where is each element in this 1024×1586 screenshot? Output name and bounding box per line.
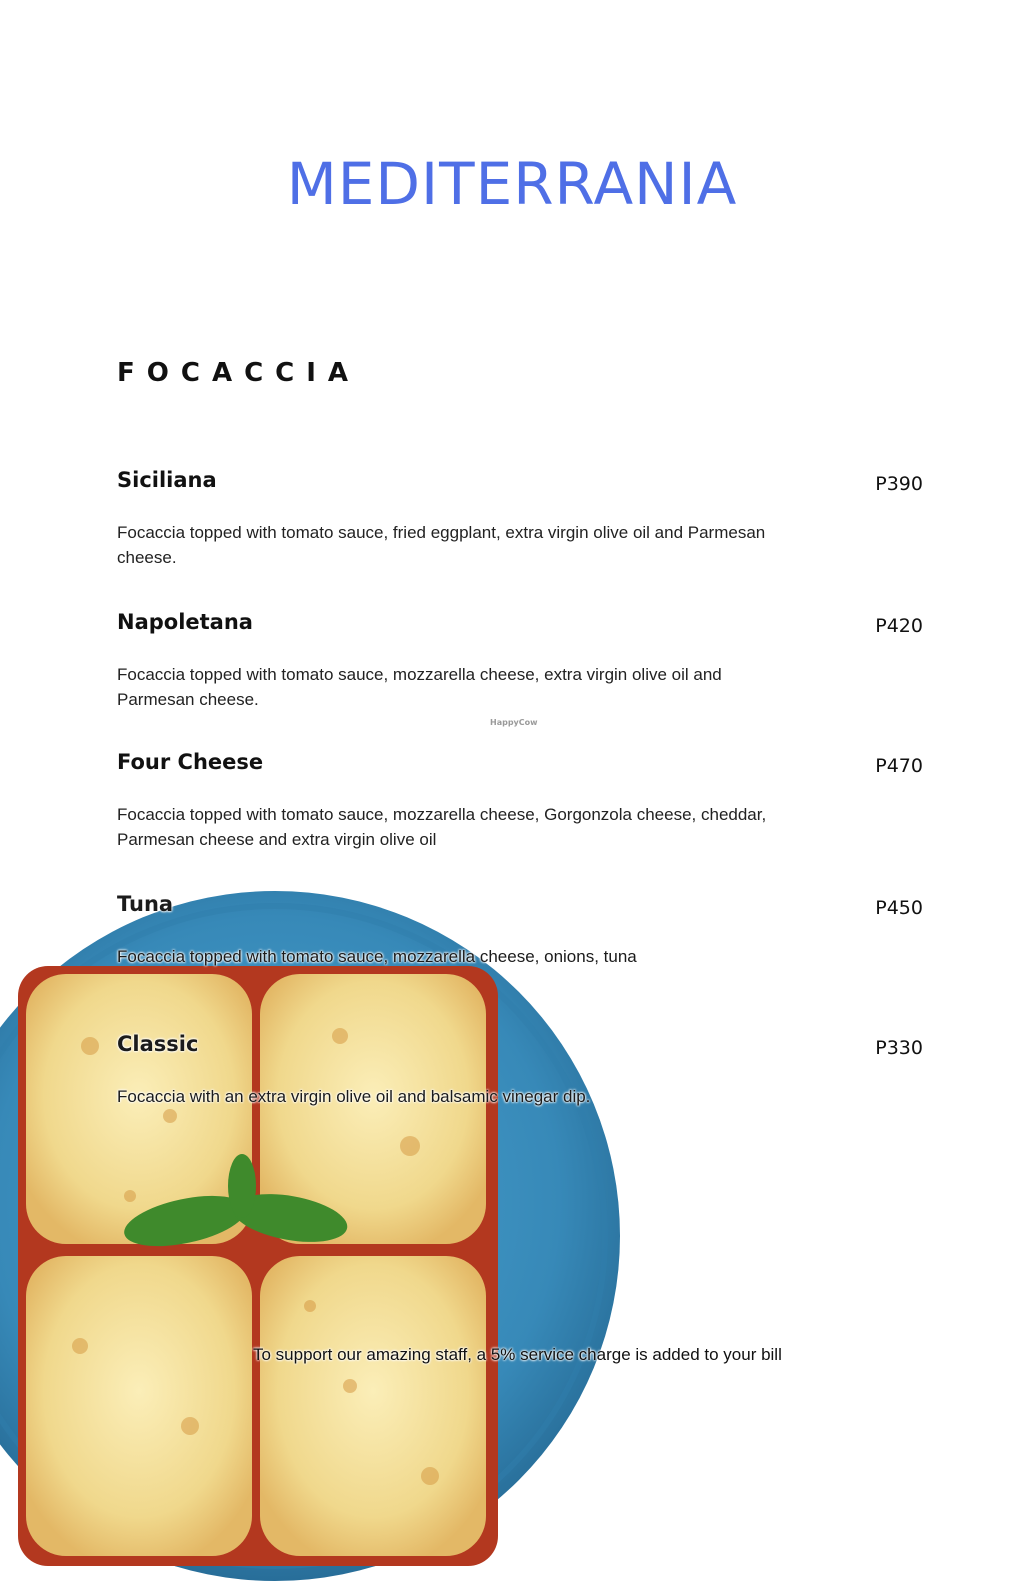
- item-name: Siciliana: [117, 468, 217, 492]
- focaccia-plate-photo: [0, 866, 620, 1586]
- item-description: Focaccia topped with tomato sauce, mozzarella cheese, extra virgin olive oil and Parmesan cheese.: [117, 665, 722, 709]
- item-name: Classic: [117, 1032, 199, 1056]
- item-description: Focaccia with an extra virgin olive oil and balsamic vinegar dip.: [117, 1087, 591, 1106]
- item-price: P470: [875, 755, 923, 777]
- item-price: P330: [875, 1037, 923, 1059]
- service-charge-note: To support our amazing staff, a 5% service charge is added to your bill: [253, 1345, 782, 1364]
- item-description: Focaccia topped with tomato sauce, fried eggplant, extra virgin olive oil and Parmesan cheese.: [117, 523, 766, 567]
- item-name: Napoletana: [117, 610, 253, 634]
- section-title: FOCACCIA: [117, 358, 361, 388]
- brand-title: MEDITERRANIA: [286, 150, 738, 218]
- watermark-text: HappyCow: [490, 718, 538, 727]
- item-name: Four Cheese: [117, 750, 264, 774]
- item-price: P450: [875, 897, 923, 919]
- item-description: Focaccia topped with tomato sauce, mozzarella cheese, Gorgonzola cheese, cheddar, Parmesan cheese and extra virgin olive oil: [117, 805, 767, 849]
- item-price: P390: [875, 473, 923, 495]
- item-name: Tuna: [117, 892, 174, 916]
- item-description: Focaccia topped with tomato sauce, mozzarella cheese, onions, tuna: [117, 947, 637, 966]
- item-price: P420: [875, 615, 923, 637]
